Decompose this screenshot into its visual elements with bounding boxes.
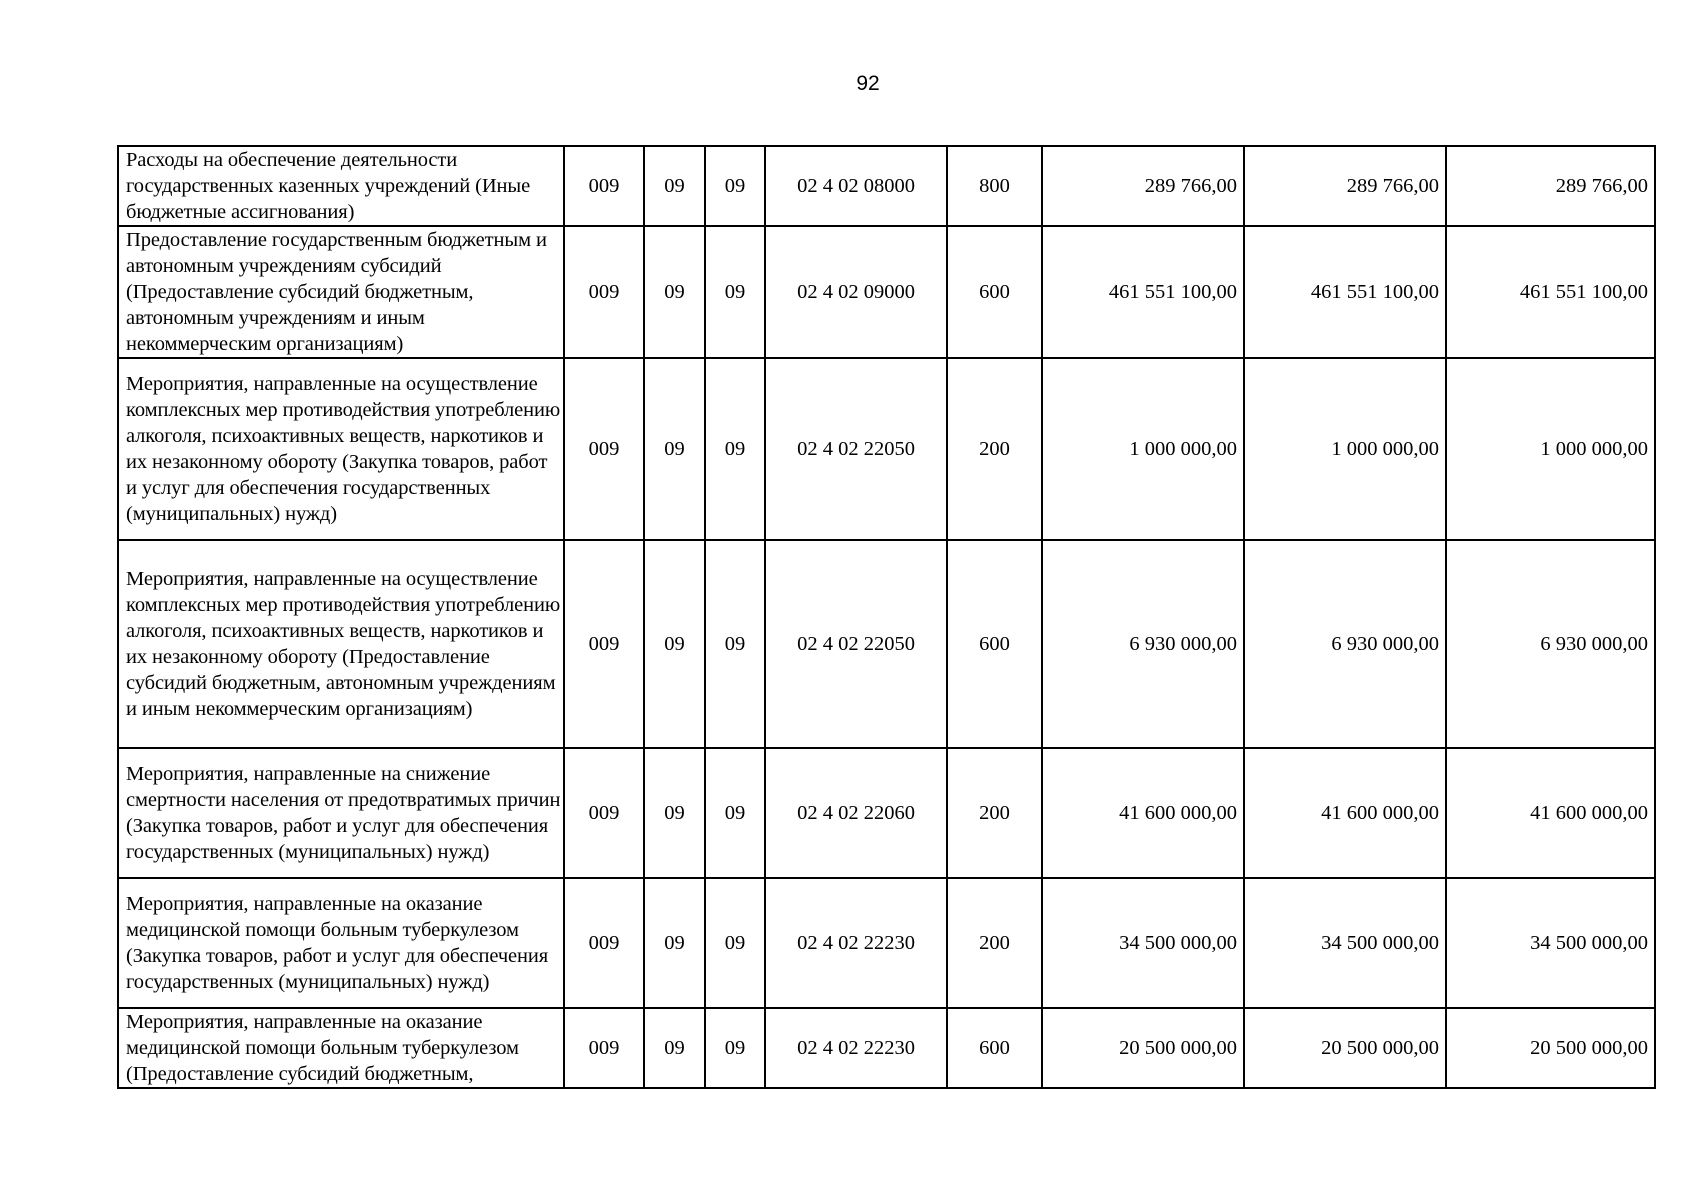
cell-vr: 600	[947, 540, 1042, 748]
cell-csr: 02 4 02 22060	[765, 748, 947, 878]
cell-pr: 09	[705, 358, 765, 540]
cell-pr: 09	[705, 1008, 765, 1088]
cell-pr: 09	[705, 748, 765, 878]
cell-sum-3: 461 551 100,00	[1446, 226, 1655, 358]
table-row	[118, 146, 1655, 226]
budget-table	[117, 145, 1656, 1089]
cell-sum-3: 6 930 000,00	[1446, 540, 1655, 748]
cell-name: Расходы на обеспечение деятельности государственных казенных учреждений (Иные бюджетные ассигнования)	[118, 146, 564, 226]
cell-sum-1: 1 000 000,00	[1042, 358, 1244, 540]
cell-sum-3: 20 500 000,00	[1446, 1008, 1655, 1088]
cell-name: Мероприятия, направленные на осуществление комплексных мер противодействия употреблению алкоголя, психоактивных веществ, наркотиков и их незаконному обороту (Закупка товаров, работ и услуг для обеспечения государственных (муниципальных) нужд)	[118, 358, 564, 540]
cell-rz: 09	[644, 540, 705, 748]
cell-ved: 009	[564, 146, 644, 226]
cell-sum-3: 34 500 000,00	[1446, 878, 1655, 1008]
cell-ved: 009	[564, 226, 644, 358]
table-row	[118, 540, 1655, 748]
page-number: 92	[856, 72, 880, 95]
cell-ved: 009	[564, 540, 644, 748]
cell-sum-2: 289 766,00	[1244, 146, 1446, 226]
cell-rz: 09	[644, 1008, 705, 1088]
cell-rz: 09	[644, 146, 705, 226]
cell-sum-1: 41 600 000,00	[1042, 748, 1244, 878]
cell-sum-2: 34 500 000,00	[1244, 878, 1446, 1008]
cell-csr: 02 4 02 09000	[765, 226, 947, 358]
cell-sum-2: 461 551 100,00	[1244, 226, 1446, 358]
cell-vr: 800	[947, 146, 1042, 226]
cell-ved: 009	[564, 358, 644, 540]
cell-ved: 009	[564, 1008, 644, 1088]
cell-pr: 09	[705, 540, 765, 748]
cell-pr: 09	[705, 226, 765, 358]
table-row	[118, 1008, 1655, 1088]
cell-rz: 09	[644, 878, 705, 1008]
cell-vr: 200	[947, 878, 1042, 1008]
cell-csr: 02 4 02 22050	[765, 540, 947, 748]
cell-ved: 009	[564, 748, 644, 878]
cell-sum-2: 41 600 000,00	[1244, 748, 1446, 878]
table-row	[118, 878, 1655, 1008]
cell-vr: 600	[947, 1008, 1042, 1088]
table-row	[118, 226, 1655, 358]
cell-name: Мероприятия, направленные на оказание медицинской помощи больным туберкулезом (Предоставление субсидий бюджетным,	[118, 1008, 564, 1088]
cell-rz: 09	[644, 748, 705, 878]
cell-sum-1: 34 500 000,00	[1042, 878, 1244, 1008]
cell-sum-2: 1 000 000,00	[1244, 358, 1446, 540]
cell-name: Предоставление государственным бюджетным и автономным учреждениям субсидий (Предоставление субсидий бюджетным, автономным учреждениям и иным некоммерческим организациям)	[118, 226, 564, 358]
cell-ved: 009	[564, 878, 644, 1008]
cell-rz: 09	[644, 226, 705, 358]
cell-sum-1: 6 930 000,00	[1042, 540, 1244, 748]
cell-sum-2: 20 500 000,00	[1244, 1008, 1446, 1088]
cell-vr: 200	[947, 358, 1042, 540]
cell-rz: 09	[644, 358, 705, 540]
cell-pr: 09	[705, 146, 765, 226]
cell-sum-1: 20 500 000,00	[1042, 1008, 1244, 1088]
cell-vr: 600	[947, 226, 1042, 358]
table-row	[118, 748, 1655, 878]
cell-sum-2: 6 930 000,00	[1244, 540, 1446, 748]
table-row	[118, 358, 1655, 540]
cell-name: Мероприятия, направленные на снижение смертности населения от предотвратимых причин (Закупка товаров, работ и услуг для обеспечения государственных (муниципальных) нужд)	[118, 748, 564, 878]
cell-csr: 02 4 02 22230	[765, 878, 947, 1008]
cell-vr: 200	[947, 748, 1042, 878]
cell-csr: 02 4 02 22230	[765, 1008, 947, 1088]
cell-csr: 02 4 02 22050	[765, 358, 947, 540]
cell-name: Мероприятия, направленные на осуществление комплексных мер противодействия употреблению алкоголя, психоактивных веществ, наркотиков и их незаконному обороту (Предоставление субсидий бюджетным, автономным учреждениям и иным некоммерческим организациям)	[118, 540, 564, 748]
cell-sum-1: 289 766,00	[1042, 146, 1244, 226]
cell-csr: 02 4 02 08000	[765, 146, 947, 226]
cell-sum-3: 41 600 000,00	[1446, 748, 1655, 878]
cell-pr: 09	[705, 878, 765, 1008]
cell-name: Мероприятия, направленные на оказание медицинской помощи больным туберкулезом (Закупка товаров, работ и услуг для обеспечения государственных (муниципальных) нужд)	[118, 878, 564, 1008]
cell-sum-3: 289 766,00	[1446, 146, 1655, 226]
cell-sum-3: 1 000 000,00	[1446, 358, 1655, 540]
cell-sum-1: 461 551 100,00	[1042, 226, 1244, 358]
